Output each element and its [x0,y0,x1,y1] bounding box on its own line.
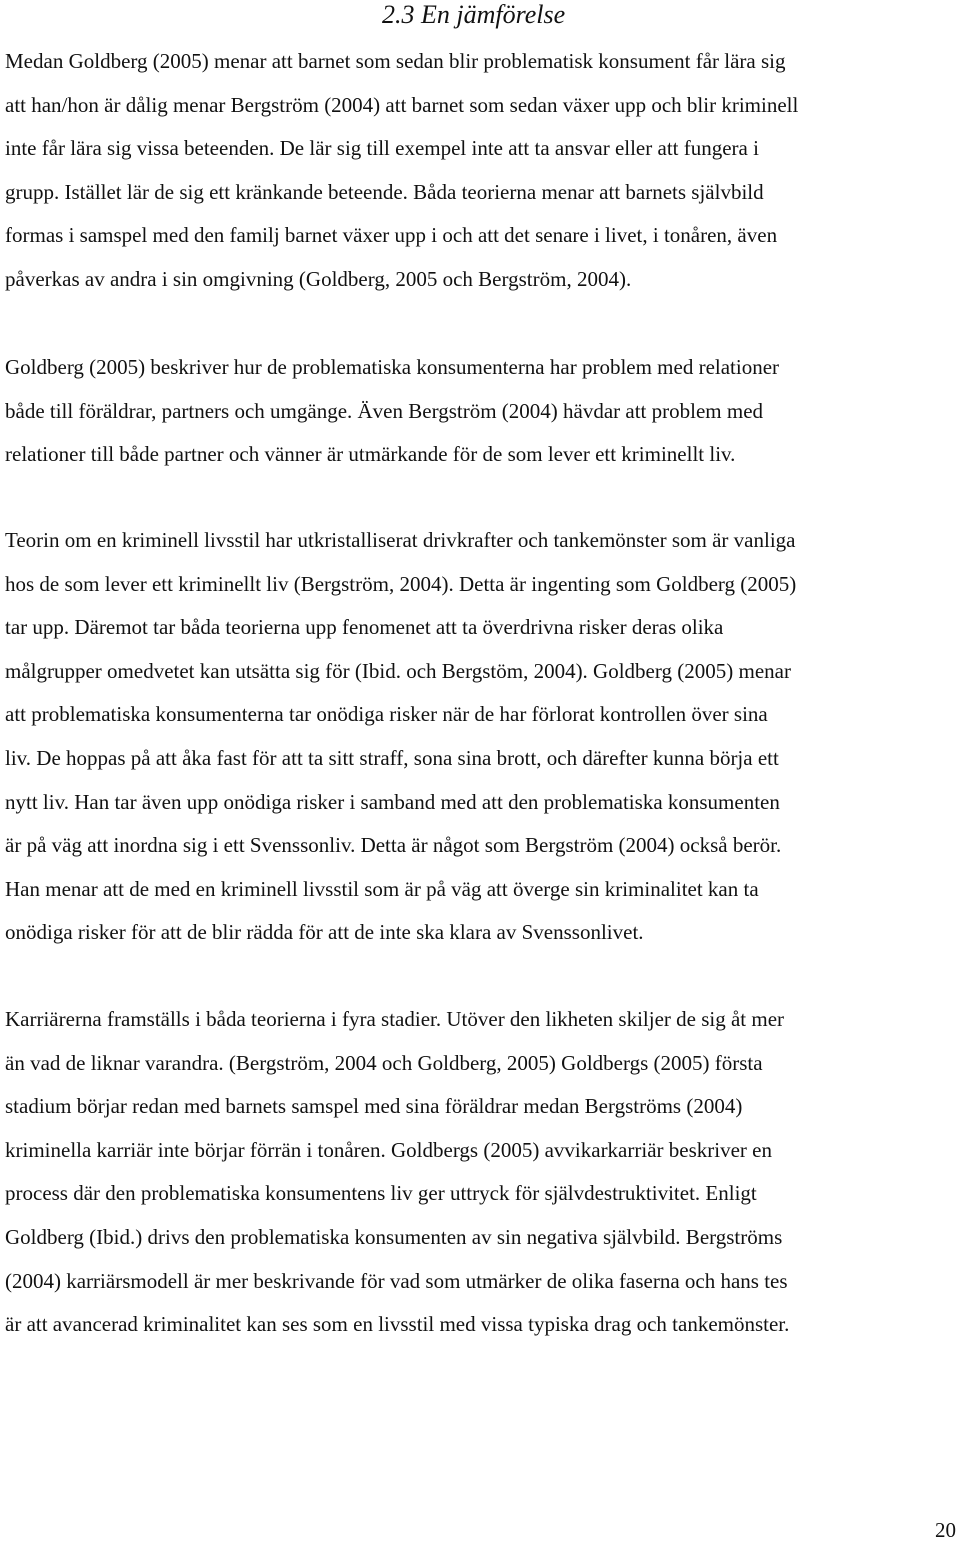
text-line: är på väg att inordna sig i ett Svenssonliv. Detta är något som Bergström (2004) också berör. [5,833,782,858]
section-heading: 2.3 En jämförelse [382,0,566,29]
text-line: påverkas av andra i sin omgivning (Goldberg, 2005 och Bergström, 2004). [5,266,632,291]
text-line: än vad de liknar varandra. (Bergström, 2004 och Goldberg, 2005) Goldbergs (2005) första [5,1050,763,1075]
paragraph-2 [5,346,960,477]
text-line: målgrupper omedvetet kan utsätta sig för (Ibid. och Bergstöm, 2004). Goldberg (2005) menar [5,658,791,683]
text-line: stadium börjar redan med barnets samspel med sina föräldrar medan Bergströms (2004) [5,1094,743,1119]
text-line: tar upp. Däremot tar båda teorierna upp fenomenet att ta överdrivna risker deras olika [5,615,724,640]
text-line: Teorin om en kriminell livsstil har utkristalliserat drivkrafter och tankemönster som är vanliga [5,528,796,552]
text-line: onödiga risker för att de blir rädda för att de inte ska klara av Svenssonlivet. [5,920,644,945]
text-line: nytt liv. Han tar även upp onödiga risker i samband med att den problematiska konsumenten [5,789,780,814]
text-line: liv. De hoppas på att åka fast för att ta sitt straff, sona sina brott, och därefter kunna börja ett [5,745,779,770]
text-line: Han menar att de med en kriminell livsstil som är på väg att överge sin kriminalitet kan ta [5,876,759,901]
text-line: är att avancerad kriminalitet kan ses som en livsstil med vissa typiska drag och tankemönster. [5,1312,790,1337]
paragraph-4 [5,998,960,1347]
text-line: inte får lära sig vissa beteenden. De lär sig till exempel inte att ta ansvar eller att fungera i [5,136,759,161]
text-line: både till föräldrar, partners och umgänge. Även Bergström (2004) hävdar att problem med [5,398,764,423]
page-number: 20 [935,1518,956,1542]
text-line: formas i samspel med den familj barnet växer upp i och att det senare i livet, i tonåren, även [5,223,778,248]
text-line: (2004) karriärsmodell är mer beskrivande för vad som utmärker de olika faserna och hans tes [5,1268,788,1293]
text-line: hos de som lever ett kriminellt liv (Bergström, 2004). Detta är ingenting som Goldberg (2005) [5,571,797,596]
text-line: Goldberg (2005) beskriver hur de problematiska konsumenterna har problem med relationer [5,355,780,379]
paragraph-3 [5,519,960,955]
text-line: Medan Goldberg (2005) menar att barnet som sedan blir problematisk konsument får lära sig [5,49,786,73]
text-line: relationer till både partner och vänner är utmärkande för de som lever ett kriminellt liv. [5,442,736,467]
text-line: Goldberg (Ibid.) drivs den problematiska konsumenten av sin negativa självbild. Bergströms [5,1224,783,1249]
text-line: process där den problematiska konsumentens liv ger uttryck för självdestruktivitet. Enligt [5,1181,757,1206]
text-line: grupp. Istället lär de sig ett kränkande beteende. Båda teorierna menar att barnets självbild [5,179,764,204]
text-line: Karriärerna framställs i båda teorierna i fyra stadier. Utöver den likheten skiljer de sig åt mer [5,1007,785,1031]
text-line: att han/hon är dålig menar Bergström (2004) att barnet som sedan växer upp och blir kriminell [5,92,799,117]
paragraph-1 [5,40,960,302]
text-line: att problematiska konsumenterna tar onödiga risker när de har förlorat kontrollen över sina [5,702,768,727]
text-line: kriminella karriär inte börjar förrän i tonåren. Goldbergs (2005) avvikarkarriär beskriver en [5,1137,772,1162]
